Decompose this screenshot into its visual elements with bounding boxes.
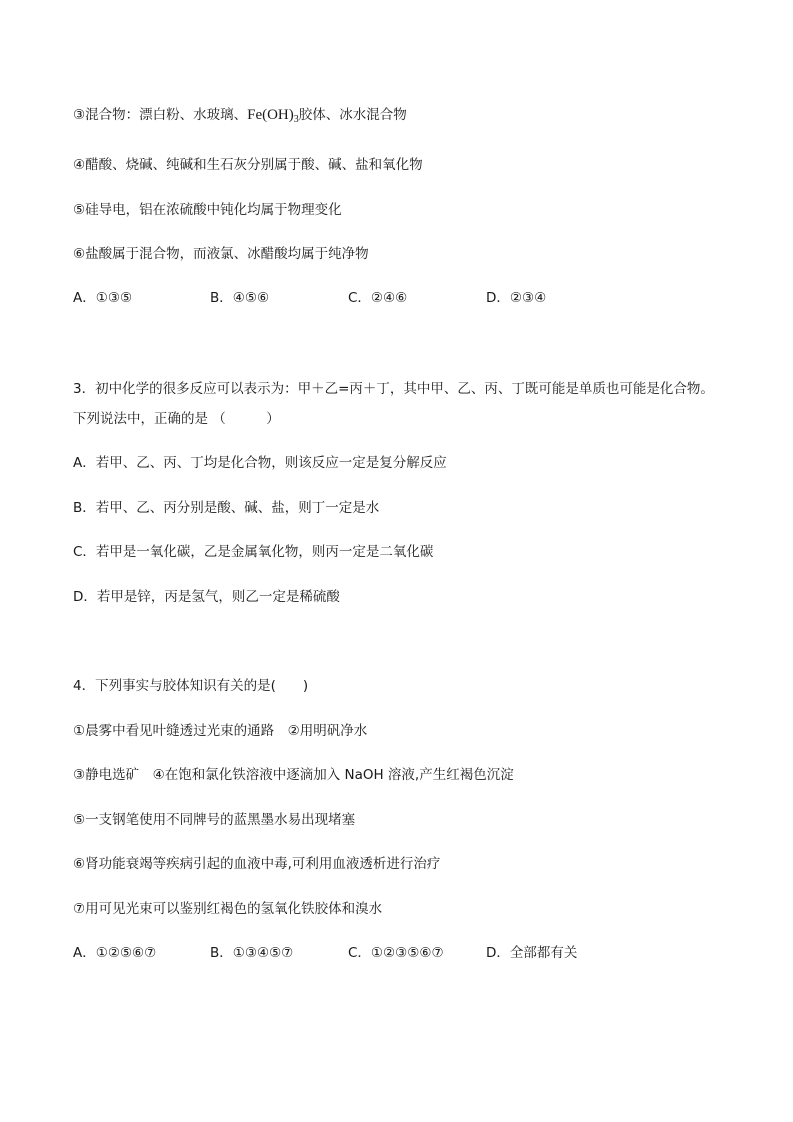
q4-option-d[interactable]: D．全部都有关	[486, 945, 578, 961]
q3-stem-line-2: 下列说法中，正确的是 （ ）	[73, 411, 280, 427]
q4-item-6: ⑥肾功能衰竭等疾病引起的血液中毒,可利用血液透析进行治疗	[73, 856, 441, 872]
q4-option-c[interactable]: C．①②③⑤⑥⑦	[348, 945, 444, 961]
q3-option-b[interactable]: B．若甲、乙、丙分别是酸、碱、盐，则丁一定是水	[73, 500, 380, 516]
q4-option-a[interactable]: A．①②⑤⑥⑦	[73, 945, 157, 961]
q2-option-a[interactable]: A．①③⑤	[73, 290, 133, 306]
q2-option-c[interactable]: C．②④⑥	[348, 290, 408, 306]
q2-item-3-text: ③混合物：漂白粉、水玻璃、	[73, 107, 248, 123]
q4-item-7: ⑦用可见光束可以鉴别红褐色的氢氧化铁胶体和溴水	[73, 901, 383, 917]
q3-option-c[interactable]: C．若甲是一氧化碳，乙是金属氧化物，则丙一定是二氧化碳	[73, 544, 434, 560]
q3-option-a[interactable]: A．若甲、乙、丙、丁均是化合物，则该反应一定是复分解反应	[73, 455, 447, 471]
q2-item-3-tail: 胶体、冰水混合物	[298, 107, 407, 123]
q2-item-3	[73, 106, 407, 129]
q4-items-1-2: ①晨雾中看见叶缝透过光束的通路 ②用明矾净水	[73, 723, 368, 739]
chem-subscript: 3	[293, 114, 299, 125]
q4-option-b[interactable]: B．①③④⑤⑦	[210, 945, 294, 961]
q4-stem: 4．下列事实与胶体知识有关的是( )	[73, 678, 309, 694]
q2-option-b[interactable]: B．④⑤⑥	[210, 290, 270, 306]
q2-item-5: ⑤硅导电，铝在浓硫酸中钝化均属于物理变化	[73, 202, 342, 218]
q4-items-3-4: ③静电选矿 ④在饱和氯化铁溶液中逐滴加入 NaOH 溶液,产生红褐色沉淀	[73, 767, 514, 783]
q3-stem-line-1: 3．初中化学的很多反应可以表示为：甲＋乙=丙＋丁，其中甲、乙、丙、丁既可能是单质也可能是化合物。	[73, 381, 714, 397]
q4-item-5: ⑤一支钢笔使用不同牌号的蓝黑墨水易出现堵塞	[73, 812, 356, 828]
q2-item-6: ⑥盐酸属于混合物，而液氯、冰醋酸均属于纯净物	[73, 246, 369, 262]
q2-item-4: ④醋酸、烧碱、纯碱和生石灰分别属于酸、碱、盐和氧化物	[73, 157, 423, 173]
q2-option-d[interactable]: D．②③④	[486, 290, 547, 306]
q3-option-d[interactable]: D．若甲是锌，丙是氢气，则乙一定是稀硫酸	[73, 589, 340, 605]
chem-formula: Fe(OH)	[247, 107, 294, 123]
